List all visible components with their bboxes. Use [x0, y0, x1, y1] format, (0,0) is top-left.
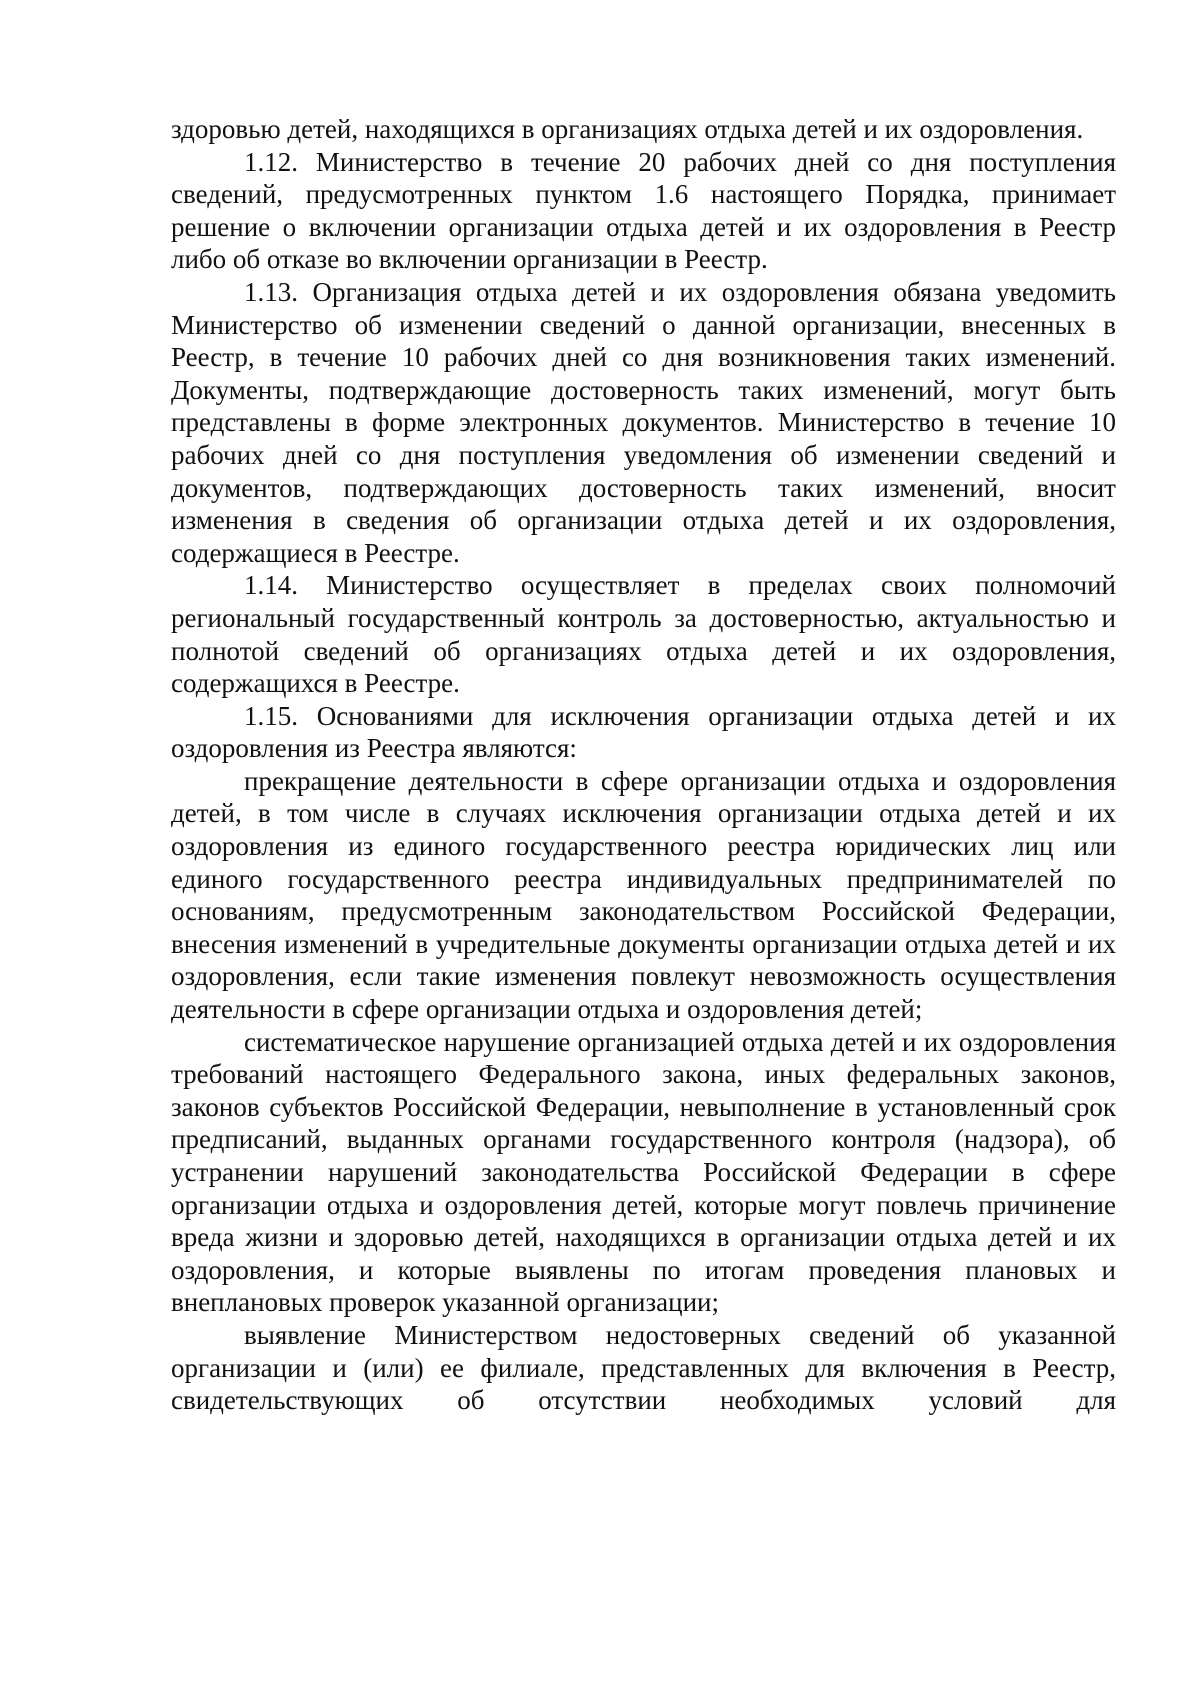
paragraph-1-12: 1.12. Министерство в течение 20 рабочих дней со дня поступления сведений, предусмотренных пунктом 1.6 настоящего Порядка, принимает решение о включении организации отдыха детей и их оздоровления в Реестр либо об отказе во включении организации в Реестр.: [171, 146, 1116, 275]
paragraph-continuation: здоровью детей, находящихся в организациях отдыха детей и их оздоровления.: [171, 114, 1084, 144]
paragraph-1-15: 1.15. Основаниями для исключения организации отдыха детей и их оздоровления из Реестра являются:: [171, 700, 1116, 764]
paragraph-1-13: 1.13. Организация отдыха детей и их оздоровления обязана уведомить Министерство об изменении сведений о данной организации, внесенных в Реестр, в течение 10 рабочих дней со дня возникновения таких изменений. Документы, подтверждающие достоверность таких изменений, могут быть представлены в форме электронных документов. Министерство в течение 10 рабочих дней со дня поступления уведомления об изменении сведений и документов, подтверждающих достоверность таких изменений, вносит изменения в сведения об организации отдыха детей и их оздоровления, содержащиеся в Реестре.: [171, 276, 1116, 568]
paragraph-ground-false-info: выявление Министерством недостоверных сведений об указанной организации и (или) ее филиале, представленных для включения в Реестр, свидетельствующих об отсутствии необходимых условий для: [171, 1319, 1116, 1416]
paragraph-ground-violation: систематическое нарушение организацией отдыха детей и их оздоровления требований настоящего Федерального закона, иных федеральных законов, законов субъектов Российской Федерации, невыполнение в установленный срок предписаний, выданных органами государственного контроля (надзора), об устранении нарушений законодательства Российской Федерации в сфере организации отдыха и оздоровления детей, которые могут повлечь причинение вреда жизни и здоровью детей, находящихся в организации отдыха детей и их оздоровления, и которые выявлены по итогам проведения плановых и внеплановых проверок указанной организации;: [171, 1026, 1116, 1318]
paragraph-ground-termination: прекращение деятельности в сфере организации отдыха и оздоровления детей, в том числе в случаях исключения организации отдыха детей и их оздоровления из единого государственного реестра юридических лиц или единого государственного реестра индивидуальных предпринимателей по основаниям, предусмотренным законодательством Российской Федерации, внесения изменений в учредительные документы организации отдыха детей и их оздоровления, если такие изменения повлекут невозможность осуществления деятельности в сфере организации отдыха и оздоровления детей;: [171, 765, 1116, 1025]
paragraph-1-14: 1.14. Министерство осуществляет в пределах своих полномочий региональный государственный контроль за достоверностью, актуальностью и полнотой сведений об организациях отдыха детей и их оздоровления, содержащихся в Реестре.: [171, 570, 1116, 699]
document-body: [171, 113, 1116, 1417]
